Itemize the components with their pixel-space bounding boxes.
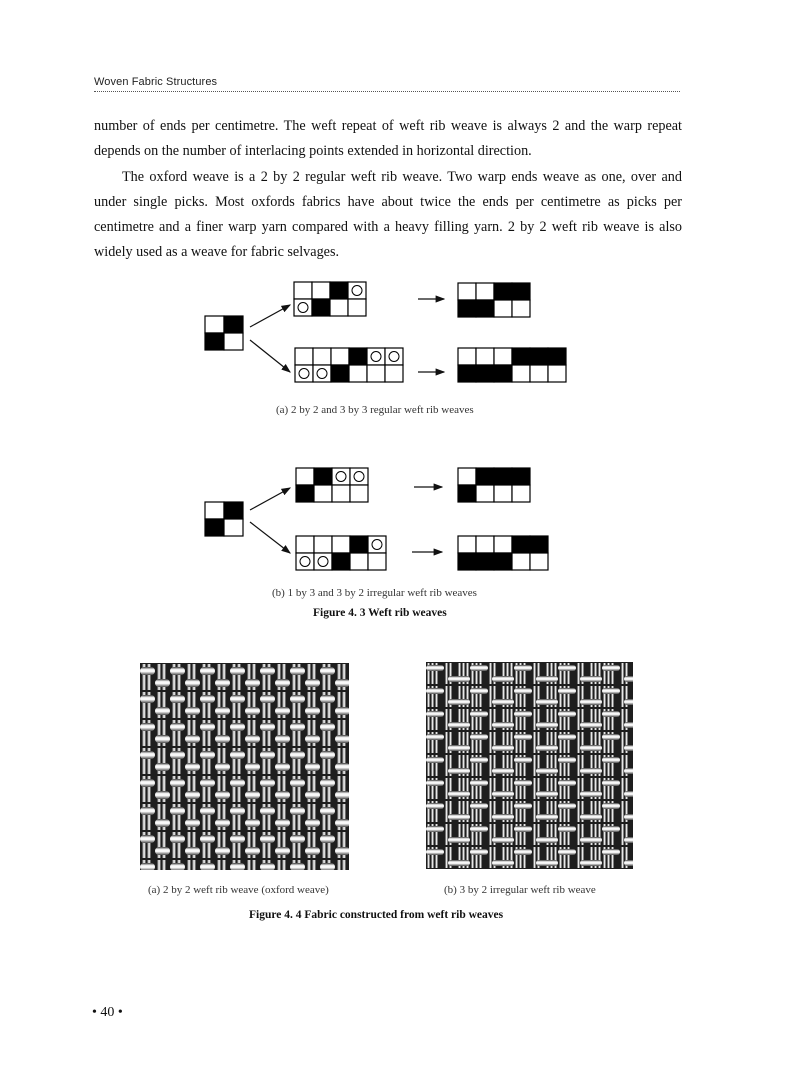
fig43a-3by3-grid [295,348,403,382]
fig43a-2by2-result [458,283,530,317]
fig43b-caption: (b) 1 by 3 and 3 by 2 irregular weft rib weaves [272,587,477,599]
arrow-up [250,488,290,510]
paragraph-1: number of ends per centimetre. The weft repeat of weft rib weave is always 2 and the warp repeat depends on the number of interlacing points extended in horizontal direction. [94,118,682,160]
fig43a-caption: (a) 2 by 2 and 3 by 3 regular weft rib weaves [276,404,474,416]
figure-4-3-title: Figure 4. 3 Weft rib weaves [313,607,447,619]
fig44b-caption: (b) 3 by 2 irregular weft rib weave [444,884,596,896]
oxford-fabric-image [140,663,349,870]
arrow-up [250,305,290,327]
fig43b-source-weave [205,502,243,536]
fig43a-2by2-grid [294,282,366,316]
irregular-rib-fabric-image [426,662,633,869]
arrow-down [250,522,290,553]
arrow-down [250,340,290,372]
figure-4-4-title: Figure 4. 4 Fabric constructed from weft rib weaves [249,909,504,921]
fig43a-source-weave [205,316,243,350]
fig44a-caption: (a) 2 by 2 weft rib weave (oxford weave) [148,884,329,896]
fig43b-3by2-result [458,536,548,570]
fig43b-1by3-result [458,468,530,502]
fig43a-3by3-result [458,348,566,382]
running-head: Woven Fabric Structures [94,76,218,88]
paragraph-2: The oxford weave is a 2 by 2 regular weft rib weave. Two warp ends weave as one, over and under single picks. Most oxfords fabrics have about twice the ends per centimetre as picks per centimetre and a finer warp yarn compared with a heavy filling yarn. 2 by 2 weft rib weave is also widely used as a weave for fabric selvages. [94,168,682,261]
fig43b-3by2-grid [296,536,386,570]
page-number: • 40 • [92,1005,123,1020]
fig43b-1by3-grid [296,468,368,502]
